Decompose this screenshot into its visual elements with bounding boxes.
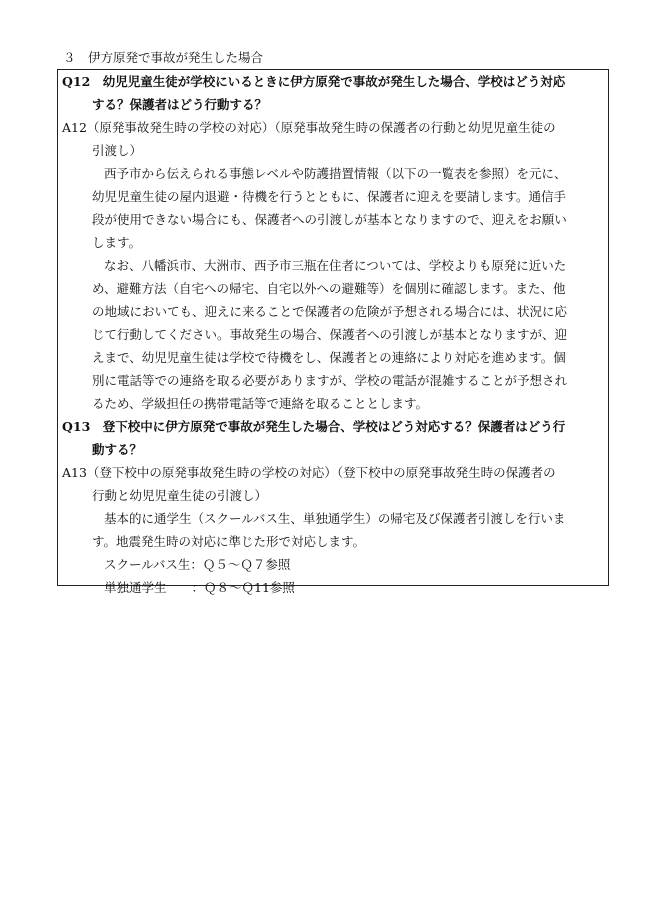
answer-12-paragraph-2-line-1: なお、八幡浜市、大洲市、西予市三瓶在住者については、学校よりも原発に近いた [104,258,567,273]
answer-12-paragraph-1-line-2: 幼児児童生徒の屋内退避・待機を行うとともに、保護者に迎えを要請します。通信手 [92,189,567,204]
answer-13-paragraph-line-2: す。地震発生時の対応に準じた形で対応します。 [92,534,366,549]
answer-12-paragraph-2-line-6: 別に電話等での連絡を取る必要がありますが、学校の電話が混雑することが予想され [92,373,568,388]
answer-12-paragraph-2-line-5: えまで、幼児児童生徒は学校で待機をし、保護者との連絡により対応を進めます。個 [92,350,566,365]
answer-12-paragraph-2-line-7: るため、学級担任の携帯電話等で連絡を取ることとします。 [92,396,429,411]
answer-13-heading-line-1: A13（登下校中の原発事故発生時の学校の対応）（登下校中の原発事故発生時の保護者の [62,465,556,480]
answer-13-heading-line-2: 行動と幼児児童生徒の引渡し） [92,488,268,503]
answer-12-heading-line-1: A12（原発事故発生時の学校の対応）（原発事故発生時の保護者の行動と幼児児童生徒の [62,120,556,135]
qa-box [57,69,609,595]
question-12-line-2: する？保護者はどう行動する？ [92,97,268,112]
answer-12-paragraph-2-line-3: の地域においても、迎えに来ることで保護者の危険が予想される場合には、状況に応 [92,304,568,319]
answer-12-heading-line-2: 引渡し） [92,143,143,158]
answer-12-paragraph-2-line-2: め、避難方法（自宅への帰宅、自宅以外への避難等）を個別に確認します。また、他 [92,281,566,296]
question-13-line-1: Q13 登下校中に伊方原発で事故が発生した場合、学校はどう対応する？保護者はどう行 [62,419,566,434]
answer-12-paragraph-1-line-4: します。 [92,235,142,250]
independent-commuter-reference: 単独通学生 ：Ｑ８～Ｑ11参照 [104,580,295,595]
answer-12-paragraph-2-line-4: じて行動してください。事故発生の場合、保護者への引渡しが基本となりますが、迎 [92,327,568,342]
answer-12-paragraph-1-line-1: 西予市から伝えられる事態レベルや防護措置情報（以下の一覧表を参照）を元に、 [104,166,567,181]
school-bus-reference: スクールバス生：Ｑ５～Ｑ７参照 [104,557,291,572]
answer-13-paragraph-line-1: 基本的に通学生（スクールバス生、単独通学生）の帰宅及び保護者引渡しを行いま [104,511,566,526]
question-12-line-1: Q12 幼児児童生徒が学校にいるときに伊方原発で事故が発生した場合、学校はどう対応 [62,74,566,89]
question-13-line-2: 動する？ [92,442,143,457]
section-title: ３ 伊方原発で事故が発生した場合 [63,50,264,65]
answer-12-paragraph-1-line-3: 段が使用できない場合にも、保護者への引渡しが基本となりますので、迎えをお願い [92,212,567,227]
